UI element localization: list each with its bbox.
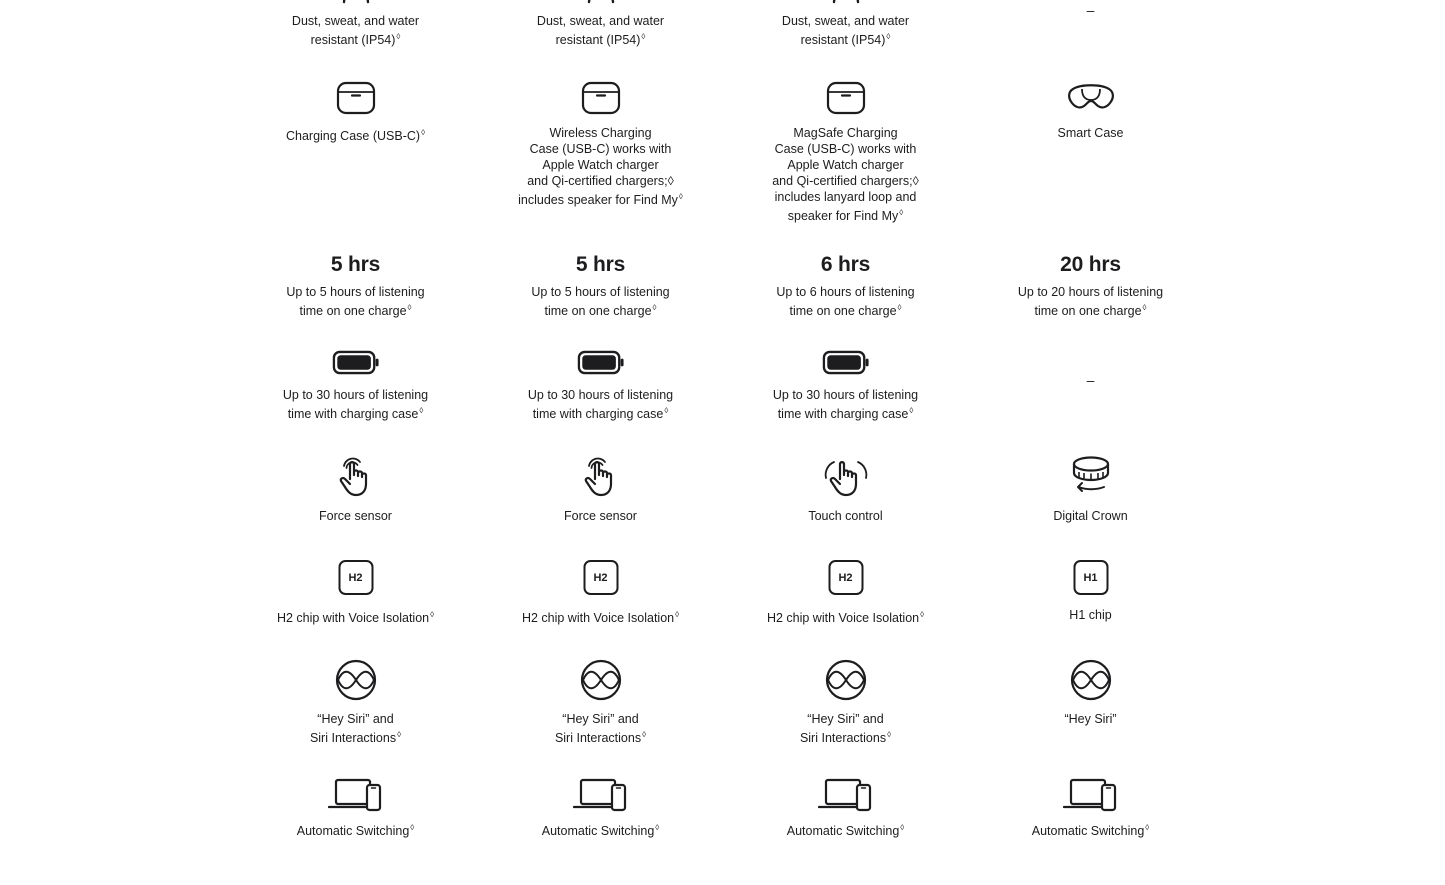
chip-icon: [828, 560, 863, 595]
footnote-mark: ◊: [419, 406, 424, 415]
siri-icon: [1070, 659, 1112, 701]
charging-case-icon: [336, 81, 376, 115]
listening-hours-text-text: Up to 6 hours of listening time on one charge: [776, 285, 915, 318]
siri-text: [968, 711, 1213, 727]
chip-icon: [583, 560, 618, 595]
case-text-text: Charging Case (USB-C): [285, 129, 421, 143]
laptop-phone-icon: [1063, 778, 1119, 812]
listening-hours-text: [723, 284, 968, 319]
battery-case-text: [723, 387, 968, 422]
siri-icon: [335, 659, 377, 701]
footnote-mark: ◊: [920, 610, 925, 619]
control-text-text: Touch control: [808, 509, 883, 523]
footnote-mark: ◊: [407, 303, 412, 312]
footnote-mark: ◊: [396, 32, 401, 41]
footnote-mark: ◊: [655, 823, 660, 832]
battery-icon: [822, 350, 870, 375]
footnote-mark: ◊: [900, 823, 905, 832]
droplet-icon: [581, 0, 621, 4]
droplet-icon: [826, 0, 866, 4]
product-column-2: [478, 0, 723, 885]
listening-hours-text-text: Up to 5 hours of listening time on one charge: [531, 285, 670, 318]
charging-case-icon: [581, 81, 621, 115]
siri-text-text: “Hey Siri”: [1064, 712, 1117, 726]
control-text: [233, 508, 478, 524]
chip-text: [233, 607, 478, 626]
product-column-4: [968, 0, 1213, 885]
automatic-switching-text-text: Automatic Switching: [541, 824, 655, 838]
siri-text: [723, 711, 968, 746]
not-applicable-dash: –: [1086, 372, 1095, 388]
battery-case-text: [233, 387, 478, 422]
listening-hours-text: [233, 284, 478, 319]
automatic-switching-text-text: Automatic Switching: [786, 824, 900, 838]
battery-case-text-text: Up to 30 hours of listening time with charging case: [527, 388, 674, 421]
siri-icon: [580, 659, 622, 701]
automatic-switching-text: [968, 820, 1213, 839]
siri-text-text: “Hey Siri” and Siri Interactions: [799, 712, 887, 745]
charging-case-icon: [826, 81, 866, 115]
automatic-switching-text: [478, 820, 723, 839]
chip-text: [723, 607, 968, 626]
touch-control-icon: [822, 454, 870, 498]
water-resistance-text: [723, 13, 968, 48]
footnote-mark: ◊: [664, 406, 669, 415]
listening-hours-value: 20 hrs: [1060, 253, 1121, 276]
chip-icon: [1073, 560, 1108, 595]
chip-icon-label: H2: [348, 571, 363, 584]
footnote-mark: ◊: [1145, 823, 1150, 832]
battery-icon: [577, 350, 625, 375]
siri-text-text: “Hey Siri” and Siri Interactions: [554, 712, 642, 745]
water-resistance-text-text: Dust, sweat, and water resistant (IP54): [291, 14, 420, 47]
footnote-mark: ◊: [899, 208, 904, 217]
water-resistance-text-text: Dust, sweat, and water resistant (IP54): [536, 14, 665, 47]
case-text-text: Wireless Charging Case (USB-C) works with Apple Watch charger and Qi-certified chargers;◊ includes speaker for Find My: [518, 126, 678, 207]
battery-icon: [332, 350, 380, 375]
digital-crown-icon: [1070, 454, 1112, 496]
case-text: [233, 125, 478, 144]
chip-text-text: H2 chip with Voice Isolation: [276, 611, 430, 625]
chip-text-text: H2 chip with Voice Isolation: [766, 611, 920, 625]
automatic-switching-text-text: Automatic Switching: [1031, 824, 1145, 838]
listening-hours-value: 5 hrs: [575, 253, 626, 276]
siri-text: [233, 711, 478, 746]
droplet-icon: [336, 0, 376, 4]
water-resistance-text: [478, 13, 723, 48]
footnote-mark: ◊: [678, 192, 683, 201]
listening-hours-text: [478, 284, 723, 319]
control-text-text: Force sensor: [564, 509, 637, 523]
chip-text: [478, 607, 723, 626]
chip-icon-label: H1: [1083, 571, 1098, 584]
case-text-text: Smart Case: [1057, 126, 1124, 140]
footnote-mark: ◊: [410, 823, 415, 832]
listening-hours-value: 6 hrs: [820, 253, 871, 276]
footnote-mark: ◊: [886, 32, 891, 41]
battery-case-text: [478, 387, 723, 422]
product-column-1: [233, 0, 478, 885]
force-sensor-icon: [334, 454, 378, 498]
footnote-mark: ◊: [909, 406, 914, 415]
battery-case-text-text: Up to 30 hours of listening time with charging case: [772, 388, 919, 421]
not-applicable-dash: –: [1086, 2, 1095, 18]
control-text-text: Force sensor: [319, 509, 392, 523]
product-column-3: [723, 0, 968, 885]
listening-hours-value: 5 hrs: [330, 253, 381, 276]
case-text: [968, 125, 1213, 141]
battery-case-text-text: Up to 30 hours of listening time with charging case: [282, 388, 429, 421]
case-text: [478, 125, 723, 208]
siri-text: [478, 711, 723, 746]
chip-text-text: H1 chip: [1069, 608, 1112, 622]
footnote-mark: ◊: [421, 128, 426, 137]
footnote-mark: ◊: [430, 610, 435, 619]
water-resistance-text-text: Dust, sweat, and water resistant (IP54): [781, 14, 910, 47]
automatic-switching-text: [233, 820, 478, 839]
control-text: [723, 508, 968, 524]
smart-case-icon: [1067, 83, 1115, 113]
laptop-phone-icon: [573, 778, 629, 812]
siri-text-text: “Hey Siri” and Siri Interactions: [309, 712, 397, 745]
automatic-switching-text: [723, 820, 968, 839]
laptop-phone-icon: [328, 778, 384, 812]
case-text-text: MagSafe Charging Case (USB-C) works with Apple Watch charger and Qi-certified chargers;◊ includes lanyard loop and speaker for Find My: [772, 126, 919, 223]
listening-hours-text-text: Up to 20 hours of listening time on one charge: [1017, 285, 1164, 318]
control-text-text: Digital Crown: [1053, 509, 1128, 523]
footnote-mark: ◊: [675, 610, 680, 619]
footnote-mark: ◊: [1142, 303, 1147, 312]
control-text: [968, 508, 1213, 524]
footnote-mark: ◊: [642, 730, 647, 739]
footnote-mark: ◊: [641, 32, 646, 41]
siri-icon: [825, 659, 867, 701]
water-resistance-text: [233, 13, 478, 48]
footnote-mark: ◊: [652, 303, 657, 312]
chip-text-text: H2 chip with Voice Isolation: [521, 611, 675, 625]
listening-hours-text: [968, 284, 1213, 319]
laptop-phone-icon: [818, 778, 874, 812]
footnote-mark: ◊: [397, 730, 402, 739]
chip-icon-label: H2: [593, 571, 608, 584]
chip-icon-label: H2: [838, 571, 853, 584]
case-text: [723, 125, 968, 224]
chip-icon: [338, 560, 373, 595]
footnote-mark: ◊: [897, 303, 902, 312]
listening-hours-text-text: Up to 5 hours of listening time on one charge: [286, 285, 425, 318]
automatic-switching-text-text: Automatic Switching: [296, 824, 410, 838]
force-sensor-icon: [579, 454, 623, 498]
control-text: [478, 508, 723, 524]
footnote-mark: ◊: [887, 730, 892, 739]
chip-text: [968, 607, 1213, 623]
